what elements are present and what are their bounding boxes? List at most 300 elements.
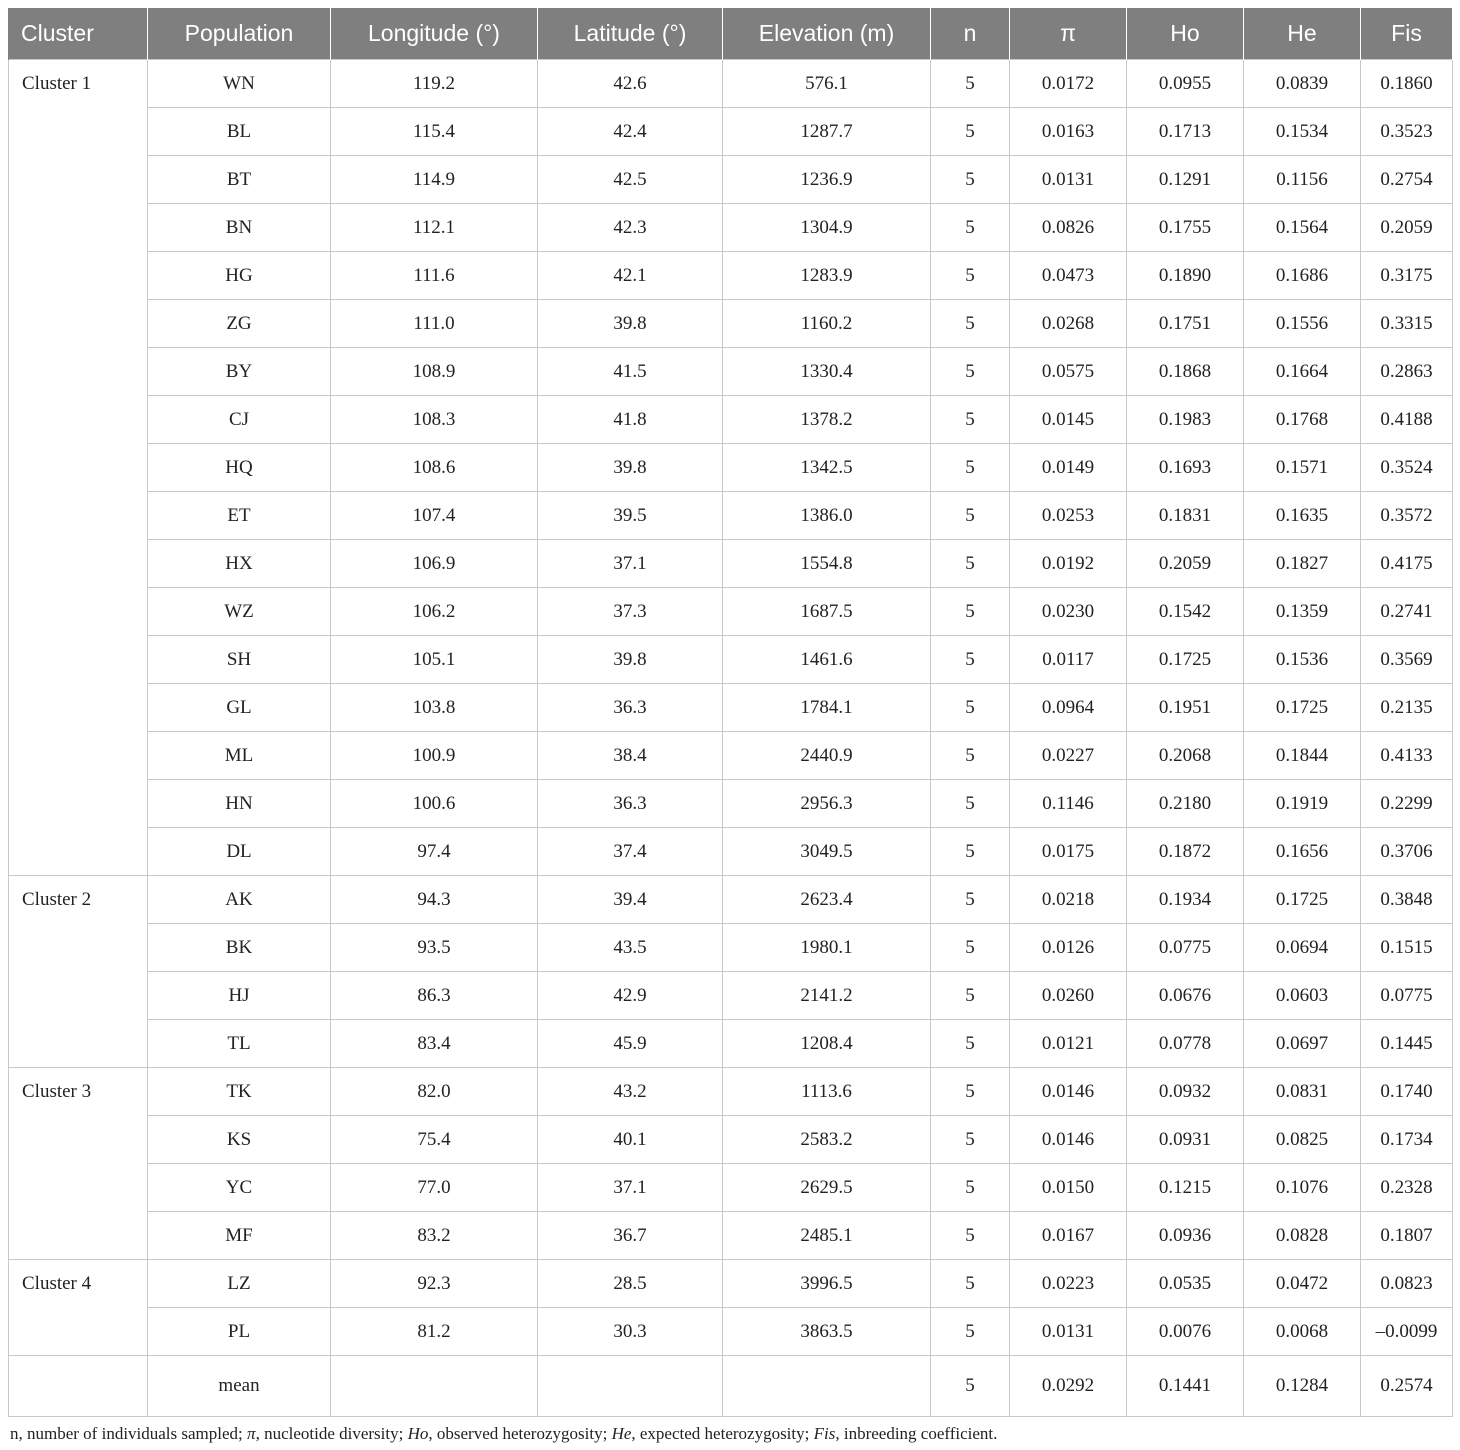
table-cell: 0.2741	[1361, 588, 1453, 636]
population-statistics-table	[8, 8, 1453, 1417]
table-cell: 5	[931, 1164, 1010, 1212]
table-cell: AK	[148, 876, 331, 924]
table-cell: 97.4	[331, 828, 538, 876]
table-cell: 39.8	[538, 300, 723, 348]
table-row	[9, 108, 1453, 156]
table-cell: 0.0931	[1127, 1116, 1244, 1164]
table-cell: 5	[931, 828, 1010, 876]
table-cell: 0.1635	[1244, 492, 1361, 540]
table-cell: 1687.5	[723, 588, 931, 636]
table-cell: 28.5	[538, 1260, 723, 1308]
table-cell: 0.0955	[1127, 60, 1244, 108]
table-cell: 3996.5	[723, 1260, 931, 1308]
table-cell: 1784.1	[723, 684, 931, 732]
column-header: π	[1010, 8, 1127, 60]
cluster-label: Cluster 2	[9, 876, 148, 1068]
table-cell: 3049.5	[723, 828, 931, 876]
table-cell: 576.1	[723, 60, 931, 108]
table-cell: 0.0253	[1010, 492, 1127, 540]
table-cell: 0.0831	[1244, 1068, 1361, 1116]
table-cell: 0.0775	[1361, 972, 1453, 1020]
table-cell: 30.3	[538, 1308, 723, 1356]
table-cell: 0.3175	[1361, 252, 1453, 300]
footnote-fis-def: , inbreeding coefficient.	[835, 1424, 998, 1443]
table-cell: 0.0230	[1010, 588, 1127, 636]
table-cell: 39.5	[538, 492, 723, 540]
table-cell: 1160.2	[723, 300, 931, 348]
column-header: He	[1244, 8, 1361, 60]
table-cell: 108.3	[331, 396, 538, 444]
table-cell: 1461.6	[723, 636, 931, 684]
table-cell: BK	[148, 924, 331, 972]
table-row	[9, 780, 1453, 828]
table-cell: ZG	[148, 300, 331, 348]
table-cell: 0.1534	[1244, 108, 1361, 156]
table-cell: –0.0099	[1361, 1308, 1453, 1356]
table-cell: 5	[931, 1212, 1010, 1260]
footnote-n-term: n	[10, 1424, 19, 1443]
table-cell: mean	[148, 1356, 331, 1417]
table-cell: 94.3	[331, 876, 538, 924]
table-cell: 0.1664	[1244, 348, 1361, 396]
table-cell: 0.3848	[1361, 876, 1453, 924]
column-header: n	[931, 8, 1010, 60]
table-cell: HG	[148, 252, 331, 300]
table-cell: 0.1291	[1127, 156, 1244, 204]
table-cell: 0.1868	[1127, 348, 1244, 396]
table-cell: 5	[931, 156, 1010, 204]
table-cell: 115.4	[331, 108, 538, 156]
table-cell: 0.0839	[1244, 60, 1361, 108]
table-cell: 0.4175	[1361, 540, 1453, 588]
table-cell: 0.0268	[1010, 300, 1127, 348]
table-cell: 1113.6	[723, 1068, 931, 1116]
table-cell: 5	[931, 60, 1010, 108]
table-cell: 0.2328	[1361, 1164, 1453, 1212]
table-cell: BT	[148, 156, 331, 204]
table-cell: 0.1807	[1361, 1212, 1453, 1260]
table-cell: 1304.9	[723, 204, 931, 252]
table-cell: 42.5	[538, 156, 723, 204]
table-cell: 92.3	[331, 1260, 538, 1308]
table-cell	[331, 1356, 538, 1417]
table-cell: 0.1751	[1127, 300, 1244, 348]
table-cell: 1554.8	[723, 540, 931, 588]
table-cell: 5	[931, 348, 1010, 396]
table-cell: WZ	[148, 588, 331, 636]
table-cell: 0.3706	[1361, 828, 1453, 876]
table-cell: 0.3524	[1361, 444, 1453, 492]
table-cell: 0.0131	[1010, 156, 1127, 204]
table-cell: 0.0149	[1010, 444, 1127, 492]
table-cell: BN	[148, 204, 331, 252]
table-cell: 37.1	[538, 1164, 723, 1212]
footnote-ho-def: , observed heterozygosity;	[428, 1424, 612, 1443]
table-cell: 0.0473	[1010, 252, 1127, 300]
table-cell: 0.0775	[1127, 924, 1244, 972]
table-row	[9, 1212, 1453, 1260]
table-cell: 5	[931, 1356, 1010, 1417]
table-cell: KS	[148, 1116, 331, 1164]
table-cell: TK	[148, 1068, 331, 1116]
table-row	[9, 1116, 1453, 1164]
table-body	[9, 60, 1453, 1417]
table-cell: 0.0676	[1127, 972, 1244, 1020]
table-footnote	[8, 1424, 1452, 1444]
table-cell: 0.1215	[1127, 1164, 1244, 1212]
cluster-label: Cluster 3	[9, 1068, 148, 1260]
table-cell: 0.1359	[1244, 588, 1361, 636]
table-row	[9, 1260, 1453, 1308]
table-cell: 0.2135	[1361, 684, 1453, 732]
table-cell: 0.0697	[1244, 1020, 1361, 1068]
table-cell: WN	[148, 60, 331, 108]
table-cell: 42.9	[538, 972, 723, 1020]
table-cell: 0.0150	[1010, 1164, 1127, 1212]
table-row	[9, 540, 1453, 588]
table-cell: 2141.2	[723, 972, 931, 1020]
table-cell: LZ	[148, 1260, 331, 1308]
table-cell: 0.3572	[1361, 492, 1453, 540]
table-cell: 36.7	[538, 1212, 723, 1260]
table-cell: 2485.1	[723, 1212, 931, 1260]
table-cell: 5	[931, 396, 1010, 444]
footnote-he-def: , expected heterozygosity;	[631, 1424, 814, 1443]
table-cell: PL	[148, 1308, 331, 1356]
table-cell: 5	[931, 444, 1010, 492]
table-cell: 0.1441	[1127, 1356, 1244, 1417]
table-row	[9, 1164, 1453, 1212]
table-cell: 40.1	[538, 1116, 723, 1164]
table-row	[9, 1068, 1453, 1116]
column-header: Elevation (m)	[723, 8, 931, 60]
table-cell: 5	[931, 252, 1010, 300]
table-cell: 0.0828	[1244, 1212, 1361, 1260]
table-cell: 0.1156	[1244, 156, 1361, 204]
table-cell: 5	[931, 876, 1010, 924]
table-cell: 5	[931, 1260, 1010, 1308]
table-cell: 0.3523	[1361, 108, 1453, 156]
table-cell: 2623.4	[723, 876, 931, 924]
table-cell: 108.9	[331, 348, 538, 396]
table-cell: 5	[931, 924, 1010, 972]
table-cell: HJ	[148, 972, 331, 1020]
table-row	[9, 1020, 1453, 1068]
cluster-label	[9, 1356, 148, 1417]
table-cell: 0.2754	[1361, 156, 1453, 204]
table-cell: 5	[931, 1308, 1010, 1356]
table-cell: BL	[148, 108, 331, 156]
table-cell: HQ	[148, 444, 331, 492]
table-row	[9, 348, 1453, 396]
table-cell: 0.1076	[1244, 1164, 1361, 1212]
table-cell: 103.8	[331, 684, 538, 732]
table-cell: ET	[148, 492, 331, 540]
table-cell: 0.2059	[1361, 204, 1453, 252]
table-cell: 0.4133	[1361, 732, 1453, 780]
table-cell: 0.0825	[1244, 1116, 1361, 1164]
table-cell: 0.1934	[1127, 876, 1244, 924]
table-cell: 0.1693	[1127, 444, 1244, 492]
table-cell: 108.6	[331, 444, 538, 492]
table-cell: 0.0535	[1127, 1260, 1244, 1308]
footnote-pi-term: π	[247, 1424, 256, 1443]
table-cell: GL	[148, 684, 331, 732]
table-cell: 42.1	[538, 252, 723, 300]
table-cell: 2956.3	[723, 780, 931, 828]
table-cell: 1342.5	[723, 444, 931, 492]
table-row	[9, 876, 1453, 924]
table-cell: 0.1564	[1244, 204, 1361, 252]
table-cell: 111.6	[331, 252, 538, 300]
table-cell: 0.1860	[1361, 60, 1453, 108]
table-cell: 0.1734	[1361, 1116, 1453, 1164]
table-cell: 0.1844	[1244, 732, 1361, 780]
table-cell: 0.1146	[1010, 780, 1127, 828]
table-cell: 0.1831	[1127, 492, 1244, 540]
table-row	[9, 60, 1453, 108]
table-cell: 0.1686	[1244, 252, 1361, 300]
table-cell: 0.0192	[1010, 540, 1127, 588]
table-row	[9, 300, 1453, 348]
table-cell: 0.0146	[1010, 1116, 1127, 1164]
table-cell: 106.9	[331, 540, 538, 588]
table-cell: HX	[148, 540, 331, 588]
table-cell: 86.3	[331, 972, 538, 1020]
table-row	[9, 732, 1453, 780]
table-cell: 5	[931, 684, 1010, 732]
table-cell: 39.4	[538, 876, 723, 924]
table-cell: 0.1827	[1244, 540, 1361, 588]
table-cell: 0.1725	[1127, 636, 1244, 684]
table-cell: 0.0778	[1127, 1020, 1244, 1068]
table-row	[9, 492, 1453, 540]
table-cell: 0.1890	[1127, 252, 1244, 300]
table-row	[9, 396, 1453, 444]
table-cell: 81.2	[331, 1308, 538, 1356]
table-cell: 41.8	[538, 396, 723, 444]
table-cell: 42.6	[538, 60, 723, 108]
table-cell: 0.2299	[1361, 780, 1453, 828]
table-cell: 5	[931, 108, 1010, 156]
table-row	[9, 444, 1453, 492]
table-row	[9, 924, 1453, 972]
table-cell: 0.0223	[1010, 1260, 1127, 1308]
table-cell: 0.2059	[1127, 540, 1244, 588]
table-cell: 0.0218	[1010, 876, 1127, 924]
table-cell: 0.0145	[1010, 396, 1127, 444]
table-cell: 0.0167	[1010, 1212, 1127, 1260]
table-cell: 0.1768	[1244, 396, 1361, 444]
column-header: Latitude (°)	[538, 8, 723, 60]
table-cell: 0.0121	[1010, 1020, 1127, 1068]
table-cell: 5	[931, 1068, 1010, 1116]
table-cell: 0.1983	[1127, 396, 1244, 444]
table-cell: 0.0146	[1010, 1068, 1127, 1116]
column-header: Longitude (°)	[331, 8, 538, 60]
table-cell: 37.4	[538, 828, 723, 876]
table-cell: 2440.9	[723, 732, 931, 780]
table-cell: 1330.4	[723, 348, 931, 396]
table-cell: 75.4	[331, 1116, 538, 1164]
table-cell: 77.0	[331, 1164, 538, 1212]
table-cell: 0.2180	[1127, 780, 1244, 828]
table-cell: 0.1740	[1361, 1068, 1453, 1116]
table-cell: 0.4188	[1361, 396, 1453, 444]
table-cell: 111.0	[331, 300, 538, 348]
table-cell: 0.3569	[1361, 636, 1453, 684]
table-cell: 0.0936	[1127, 1212, 1244, 1260]
header-row	[9, 8, 1453, 60]
table-cell: 0.0823	[1361, 1260, 1453, 1308]
table-cell: 0.1713	[1127, 108, 1244, 156]
table-cell: 41.5	[538, 348, 723, 396]
table-cell: 2583.2	[723, 1116, 931, 1164]
table-cell: 0.0575	[1010, 348, 1127, 396]
table-cell: 0.0131	[1010, 1308, 1127, 1356]
table-cell: 5	[931, 636, 1010, 684]
table-cell: 119.2	[331, 60, 538, 108]
table-row	[9, 972, 1453, 1020]
table-cell: 36.3	[538, 684, 723, 732]
table-cell: 0.1571	[1244, 444, 1361, 492]
table-cell: 0.0964	[1010, 684, 1127, 732]
table-cell: 37.1	[538, 540, 723, 588]
table-cell: 42.4	[538, 108, 723, 156]
table-cell: 0.0117	[1010, 636, 1127, 684]
table-cell: 5	[931, 492, 1010, 540]
table-row	[9, 156, 1453, 204]
table-cell: 107.4	[331, 492, 538, 540]
table-cell: 1386.0	[723, 492, 931, 540]
table-cell: 0.0126	[1010, 924, 1127, 972]
table-cell: 0.0292	[1010, 1356, 1127, 1417]
table-cell: 0.1725	[1244, 876, 1361, 924]
table-cell: 100.9	[331, 732, 538, 780]
table-cell: 0.0472	[1244, 1260, 1361, 1308]
table-cell: 5	[931, 732, 1010, 780]
table-cell: 0.1872	[1127, 828, 1244, 876]
table-cell: 106.2	[331, 588, 538, 636]
table-cell: 5	[931, 204, 1010, 252]
table-cell: 100.6	[331, 780, 538, 828]
table-cell: 0.1725	[1244, 684, 1361, 732]
table-cell: 0.1556	[1244, 300, 1361, 348]
table-cell: 43.2	[538, 1068, 723, 1116]
footnote-he-term: He	[611, 1424, 632, 1443]
table-wrapper	[8, 8, 1452, 1444]
footnote-pi-def: , nucleotide diversity;	[255, 1424, 408, 1443]
table-cell: 0.1656	[1244, 828, 1361, 876]
table-cell: DL	[148, 828, 331, 876]
table-cell	[538, 1356, 723, 1417]
table-cell: 0.1515	[1361, 924, 1453, 972]
table-cell: 1283.9	[723, 252, 931, 300]
table-row	[9, 588, 1453, 636]
table-cell: 1287.7	[723, 108, 931, 156]
table-row	[9, 636, 1453, 684]
table-cell: HN	[148, 780, 331, 828]
table-cell: 0.0163	[1010, 108, 1127, 156]
table-header	[9, 8, 1453, 60]
cluster-label: Cluster 4	[9, 1260, 148, 1356]
table-cell: 39.8	[538, 444, 723, 492]
table-cell: 0.0068	[1244, 1308, 1361, 1356]
table-row	[9, 252, 1453, 300]
table-cell: 1208.4	[723, 1020, 931, 1068]
column-header: Cluster	[9, 8, 148, 60]
table-cell: 5	[931, 1020, 1010, 1068]
table-cell: 93.5	[331, 924, 538, 972]
footnote-fis-term: Fis	[813, 1424, 836, 1443]
table-cell: 0.0694	[1244, 924, 1361, 972]
table-cell: ML	[148, 732, 331, 780]
table-row	[9, 1308, 1453, 1356]
table-cell: 0.1542	[1127, 588, 1244, 636]
table-cell: CJ	[148, 396, 331, 444]
table-cell: BY	[148, 348, 331, 396]
table-cell: 0.1755	[1127, 204, 1244, 252]
column-header: Ho	[1127, 8, 1244, 60]
table-cell: YC	[148, 1164, 331, 1212]
column-header: Fis	[1361, 8, 1453, 60]
table-cell: 0.0603	[1244, 972, 1361, 1020]
table-cell: 0.2863	[1361, 348, 1453, 396]
table-cell: TL	[148, 1020, 331, 1068]
table-cell: 83.4	[331, 1020, 538, 1068]
table-cell: 42.3	[538, 204, 723, 252]
table-cell: 43.5	[538, 924, 723, 972]
table-cell: 5	[931, 540, 1010, 588]
footnote-n-def: , number of individuals sampled;	[18, 1424, 248, 1443]
table-cell: 105.1	[331, 636, 538, 684]
column-header: Population	[148, 8, 331, 60]
table-cell: 83.2	[331, 1212, 538, 1260]
table-cell	[723, 1356, 931, 1417]
footnote-ho-term: Ho	[407, 1424, 429, 1443]
table-cell: 0.0175	[1010, 828, 1127, 876]
table-cell: 0.0932	[1127, 1068, 1244, 1116]
table-cell: 114.9	[331, 156, 538, 204]
table-cell: 36.3	[538, 780, 723, 828]
table-cell: 0.1951	[1127, 684, 1244, 732]
table-cell: 0.1445	[1361, 1020, 1453, 1068]
table-cell: SH	[148, 636, 331, 684]
table-cell: 0.0227	[1010, 732, 1127, 780]
table-cell: 5	[931, 588, 1010, 636]
table-cell: 5	[931, 300, 1010, 348]
table-cell: 0.1284	[1244, 1356, 1361, 1417]
table-cell: 0.2068	[1127, 732, 1244, 780]
table-cell: 82.0	[331, 1068, 538, 1116]
table-cell: 5	[931, 1116, 1010, 1164]
table-cell: 0.1536	[1244, 636, 1361, 684]
table-cell: 38.4	[538, 732, 723, 780]
table-cell: 37.3	[538, 588, 723, 636]
table-cell: 1236.9	[723, 156, 931, 204]
table-cell: 39.8	[538, 636, 723, 684]
table-cell: 0.0172	[1010, 60, 1127, 108]
table-cell: 1378.2	[723, 396, 931, 444]
cluster-label: Cluster 1	[9, 60, 148, 876]
table-cell: 5	[931, 780, 1010, 828]
table-row	[9, 828, 1453, 876]
table-row	[9, 204, 1453, 252]
table-row	[9, 1356, 1453, 1417]
table-cell: 0.0826	[1010, 204, 1127, 252]
table-cell: 1980.1	[723, 924, 931, 972]
table-cell: 5	[931, 972, 1010, 1020]
